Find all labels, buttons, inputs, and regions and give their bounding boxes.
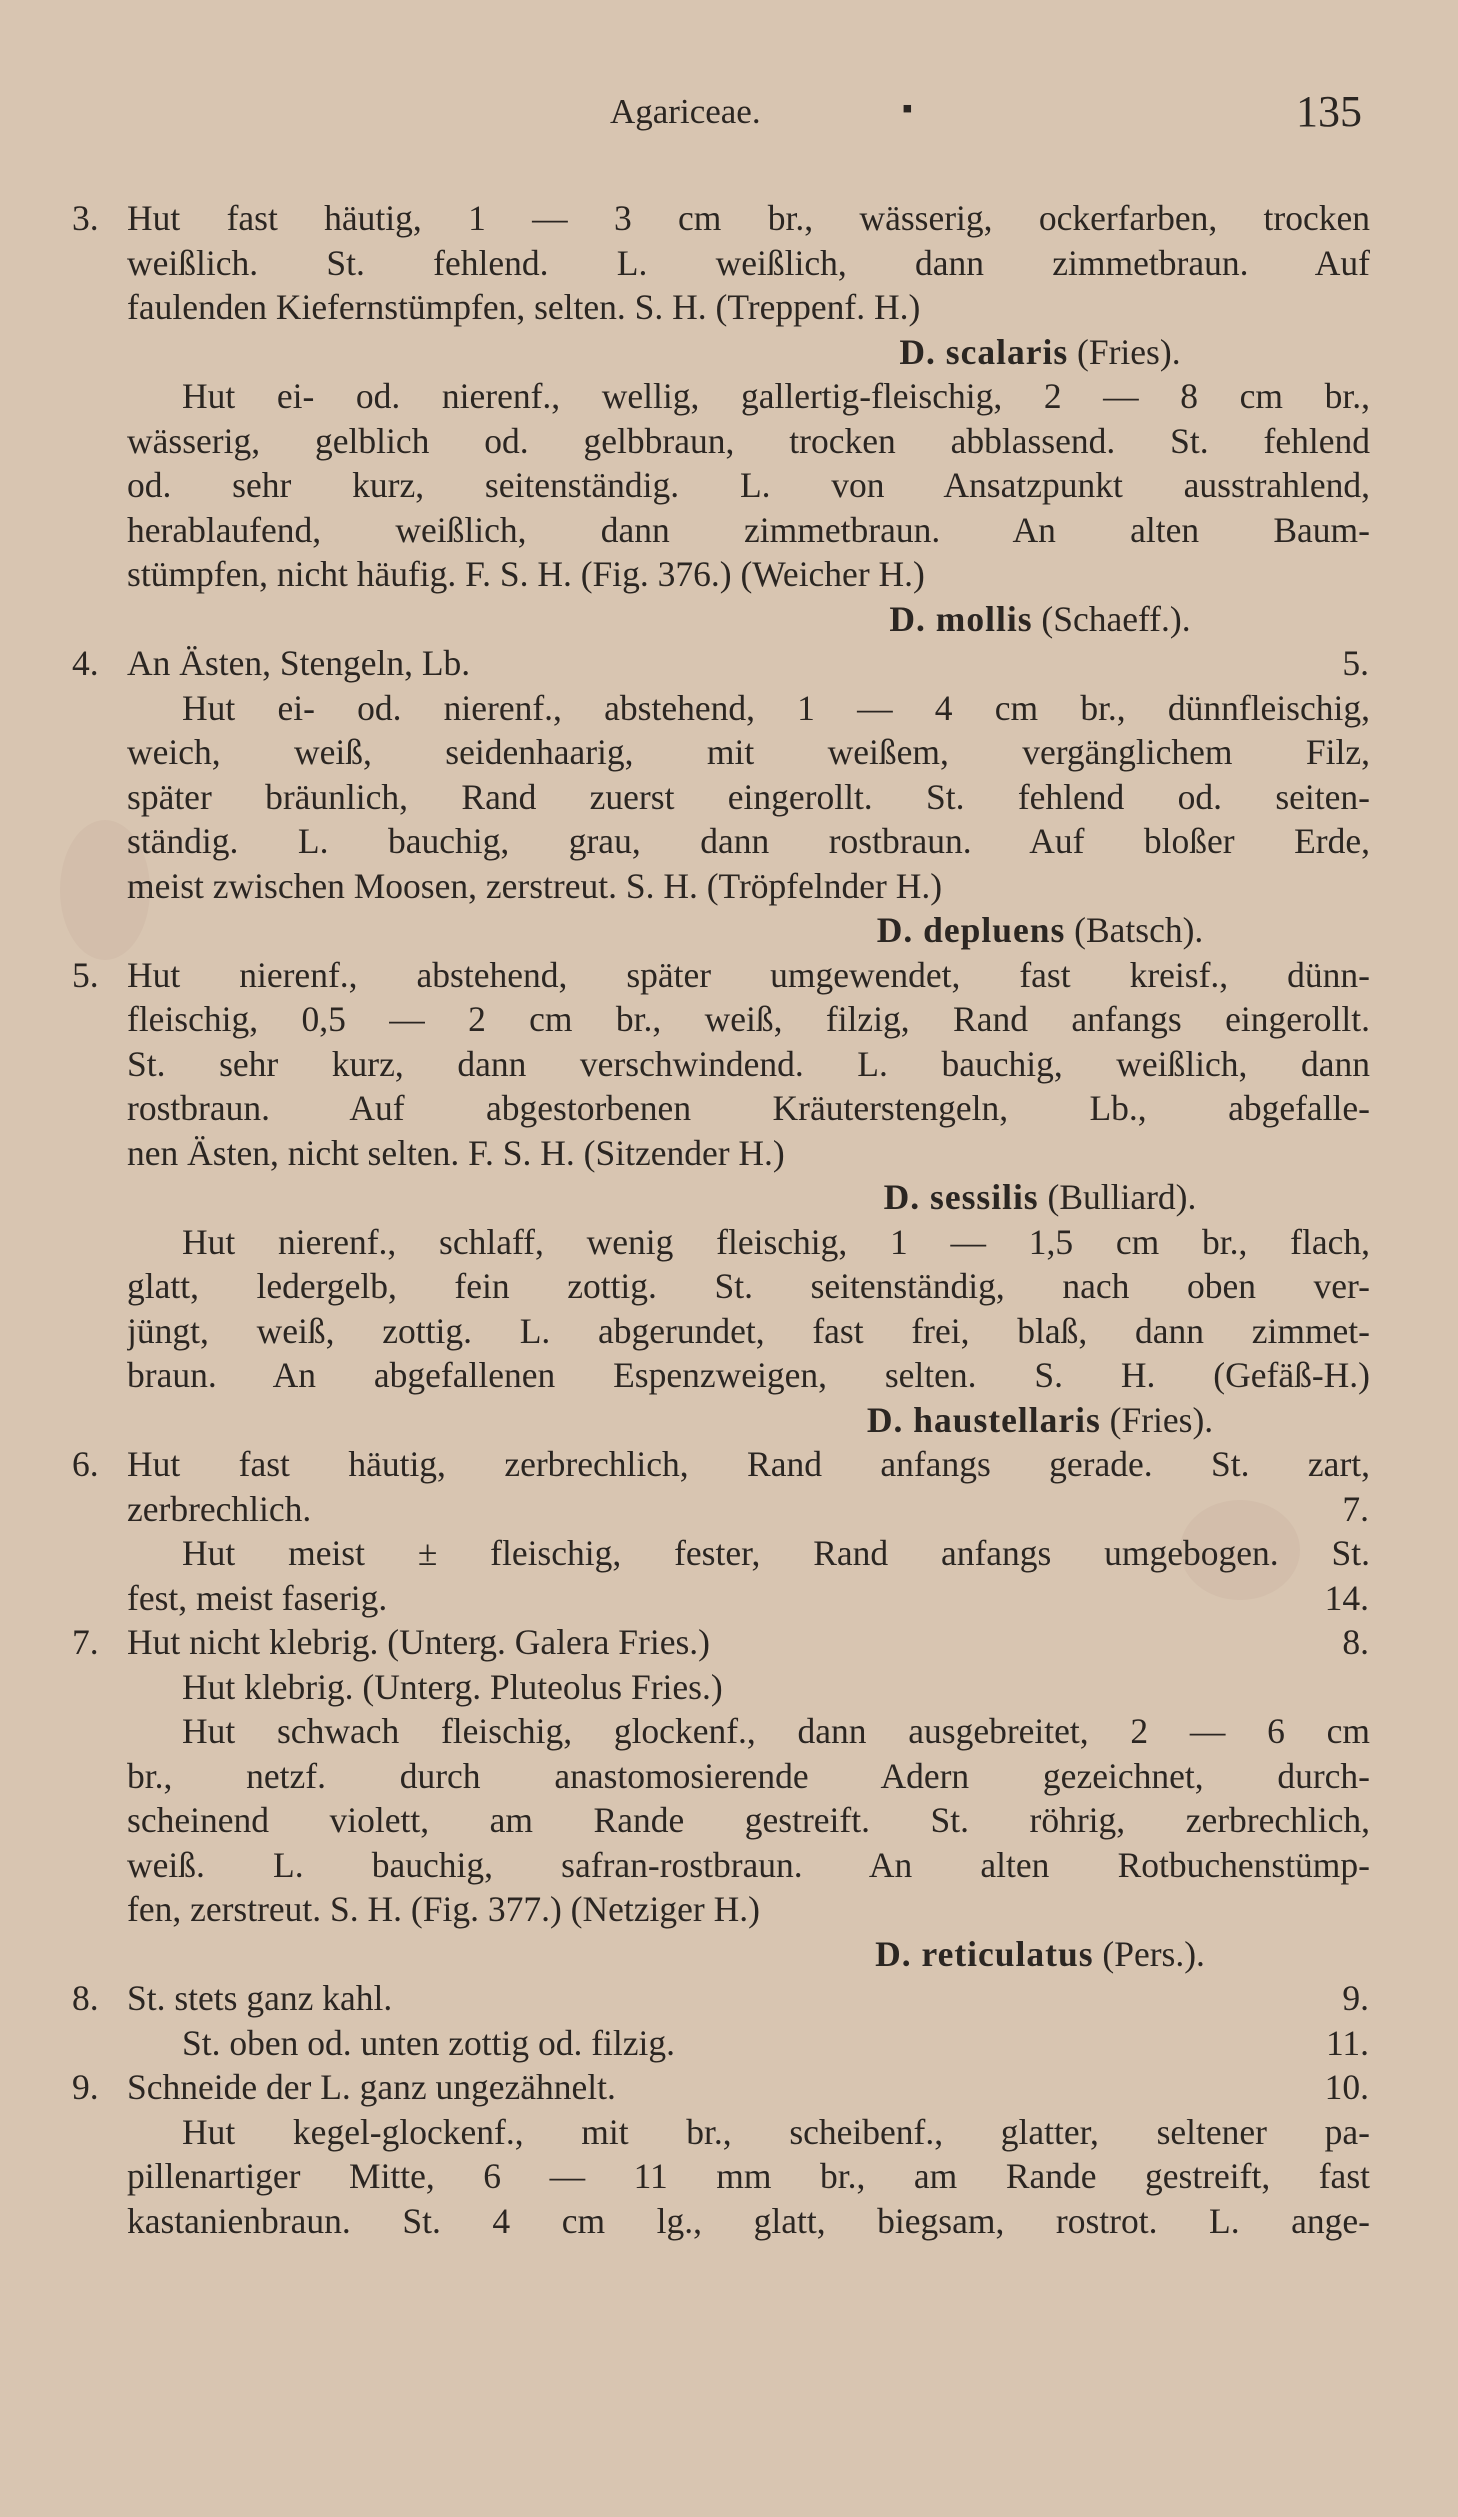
couplet-number: 9. (72, 2067, 99, 2107)
lead-reference: 9. (1342, 1978, 1369, 2018)
line-text: fest, meist faserig. (127, 1577, 388, 1618)
line-text: Hut ei- od. nierenf., abstehend, 1 — 4 cm br., dünnfleischig, (182, 687, 1370, 728)
line-text: ständig. L. bauchig, grau, dann rostbraun. Auf bloßer Erde, (127, 821, 1370, 861)
key-line (0, 508, 1458, 552)
species-name: D. depluens (876, 910, 1066, 950)
key-line (0, 1264, 1458, 1308)
key-line (0, 463, 1458, 507)
species-name: D. mollis (889, 598, 1033, 639)
line-text: weißlich. St. fehlend. L. weißlich, dann zimmetbraun. Auf (127, 242, 1370, 283)
species-name: D. reticulatus (875, 1933, 1094, 1974)
species-author: (Batsch). (1074, 910, 1204, 950)
key-line (0, 2199, 1458, 2243)
line-text: Hut fast häutig, zerbrechlich, Rand anfangs gerade. St. zart, (127, 1444, 1370, 1484)
key-line (0, 1754, 1458, 1798)
line-text: br., netzf. durch anastomosierende Adern gezeichnet, durch- (127, 1755, 1370, 1796)
line-text: nen Ästen, nicht selten. F. S. H. (Sitzender H.) (127, 1132, 785, 1173)
line-text: weiß. L. bauchig, safran-rostbraun. An alten Rotbuchenstümp- (127, 1844, 1370, 1885)
lead-reference: 8. (1342, 1622, 1369, 1662)
key-line (0, 241, 1458, 285)
key-line (0, 1531, 1458, 1575)
line-text: zerbrechlich. (127, 1488, 312, 1529)
key-line (0, 1353, 1458, 1397)
key-line (0, 1086, 1458, 1130)
species-name: D. haustellaris (866, 1399, 1101, 1440)
key-line (0, 1309, 1458, 1353)
page-header (0, 87, 1458, 142)
couplet-number: 7. (72, 1622, 99, 1662)
lead-reference: 11. (1325, 2022, 1369, 2063)
line-text: herablaufend, weißlich, dann zimmetbraun. An alten Baum- (127, 509, 1370, 550)
key-line (0, 2154, 1458, 2198)
line-text: Hut nicht klebrig. (Unterg. Galera Fries.) (127, 1622, 710, 1662)
species-line (0, 1398, 1458, 1442)
line-text: kastanienbraun. St. 4 cm lg., glatt, biegsam, rostrot. L. ange- (127, 2200, 1370, 2241)
key-line (0, 864, 1458, 908)
line-text: St. oben od. unten zottig od. filzig. (182, 2022, 675, 2063)
couplet-number: 5. (72, 954, 99, 995)
species-author: (Schaeff.). (1041, 598, 1191, 639)
line-text: Hut kegel-glockenf., mit br., scheibenf., glatter, seltener pa- (182, 2111, 1370, 2152)
species-line (0, 330, 1458, 374)
key-line (0, 1042, 1458, 1086)
key-line (0, 1620, 1458, 1664)
line-text: Hut ei- od. nierenf., wellig, gallertig-fleischig, 2 — 8 cm br., (182, 376, 1370, 416)
key-line (0, 374, 1458, 418)
couplet-number: 4. (72, 643, 99, 683)
couplet-number: 6. (72, 1444, 99, 1484)
key-line (0, 819, 1458, 863)
species-author: (Fries). (1077, 331, 1181, 372)
key-line (0, 1131, 1458, 1175)
line-text: stümpfen, nicht häufig. F. S. H. (Fig. 376.) (Weicher H.) (127, 554, 925, 594)
key-line (0, 686, 1458, 730)
lead-reference: 10. (1324, 2067, 1369, 2107)
key-line (0, 775, 1458, 819)
lead-reference: 7. (1342, 1488, 1369, 1529)
line-text: scheinend violett, am Rande gestreift. St. röhrig, zerbrechlich, (127, 1800, 1370, 1840)
key-line (0, 196, 1458, 240)
line-text: Hut fast häutig, 1 — 3 cm br., wässerig, ockerfarben, trocken (127, 198, 1370, 238)
key-line (0, 419, 1458, 463)
key-line (0, 2065, 1458, 2109)
key-line (0, 1576, 1458, 1620)
species-author: (Pers.). (1102, 1933, 1205, 1974)
line-text: glatt, ledergelb, fein zottig. St. seitenständig, nach oben ver- (127, 1266, 1370, 1306)
line-text: rostbraun. Auf abgestorbenen Kräuterstengeln, Lb., abgefalle- (127, 1088, 1370, 1128)
couplet-number: 8. (72, 1978, 99, 2018)
line-text: An Ästen, Stengeln, Lb. (127, 643, 471, 683)
key-line (0, 1442, 1458, 1486)
line-text: Hut schwach fleischig, glockenf., dann ausgebreitet, 2 — 6 cm (182, 1711, 1370, 1751)
key-line (0, 1976, 1458, 2020)
line-text: später bräunlich, Rand zuerst eingerollt. St. fehlend od. seiten- (127, 776, 1370, 817)
line-text: weich, weiß, seidenhaarig, mit weißem, vergänglichem Filz, (127, 732, 1370, 772)
key-line (0, 730, 1458, 774)
species-line (0, 908, 1458, 952)
line-text: od. sehr kurz, seitenständig. L. von Ansatzpunkt ausstrahlend, (127, 465, 1370, 505)
key-line (0, 953, 1458, 997)
key-line (0, 552, 1458, 596)
line-text: fen, zerstreut. S. H. (Fig. 377.) (Netziger H.) (127, 1889, 760, 1929)
key-line (0, 2021, 1458, 2065)
species-line (0, 1932, 1458, 1976)
lead-reference: 5. (1342, 643, 1369, 683)
line-text: meist zwischen Moosen, zerstreut. S. H. (Tröpfelnder H.) (127, 865, 943, 906)
key-line (0, 1843, 1458, 1887)
key-line (0, 1709, 1458, 1753)
line-text: faulenden Kiefernstümpfen, selten. S. H. (Treppenf. H.) (127, 287, 921, 327)
line-text: braun. An abgefallenen Espenzweigen, selten. S. H. (Gefäß-H.) (127, 1355, 1370, 1395)
species-line (0, 1175, 1458, 1219)
key-line (0, 1220, 1458, 1264)
line-text: Hut nierenf., abstehend, später umgewendet, fast kreisf., dünn- (127, 954, 1370, 995)
running-title: Agariceae. (610, 92, 761, 131)
line-text: Hut klebrig. (Unterg. Pluteolus Fries.) (182, 1666, 723, 1707)
key-line (0, 1487, 1458, 1531)
species-author: (Fries). (1109, 1399, 1214, 1440)
species-author: (Bulliard). (1047, 1177, 1197, 1217)
key-line (0, 1798, 1458, 1842)
line-text: St. sehr kurz, dann verschwindend. L. bauchig, weißlich, dann (127, 1043, 1370, 1084)
line-text: jüngt, weiß, zottig. L. abgerundet, fast frei, blaß, dann zimmet- (127, 1310, 1370, 1351)
line-text: pillenartiger Mitte, 6 — 11 mm br., am Rande gestreift, fast (127, 2156, 1370, 2196)
species-name: D. sessilis (883, 1177, 1039, 1217)
line-text: Schneide der L. ganz ungezähnelt. (127, 2067, 616, 2107)
key-line (0, 997, 1458, 1041)
line-text: fleischig, 0,5 — 2 cm br., weiß, filzig, Rand anfangs eingerollt. (127, 999, 1370, 1039)
species-line (0, 597, 1458, 641)
key-line (0, 1887, 1458, 1931)
page-number: 135 (1296, 87, 1362, 136)
species-name: D. scalaris (899, 331, 1069, 372)
line-text: wässerig, gelblich od. gelbbraun, trocken abblassend. St. fehlend (127, 420, 1370, 461)
lead-reference: 14. (1324, 1577, 1369, 1618)
key-line (0, 1665, 1458, 1709)
printer-mark: ▪ (902, 92, 913, 125)
line-text: St. stets ganz kahl. (127, 1978, 393, 2018)
line-text: Hut nierenf., schlaff, wenig fleischig, 1 — 1,5 cm br., flach, (182, 1221, 1370, 1262)
key-line (0, 2110, 1458, 2154)
couplet-number: 3. (72, 198, 99, 238)
key-line (0, 285, 1458, 329)
key-line (0, 641, 1458, 685)
line-text: Hut meist ± fleischig, fester, Rand anfangs umgebogen. St. (182, 1533, 1370, 1573)
